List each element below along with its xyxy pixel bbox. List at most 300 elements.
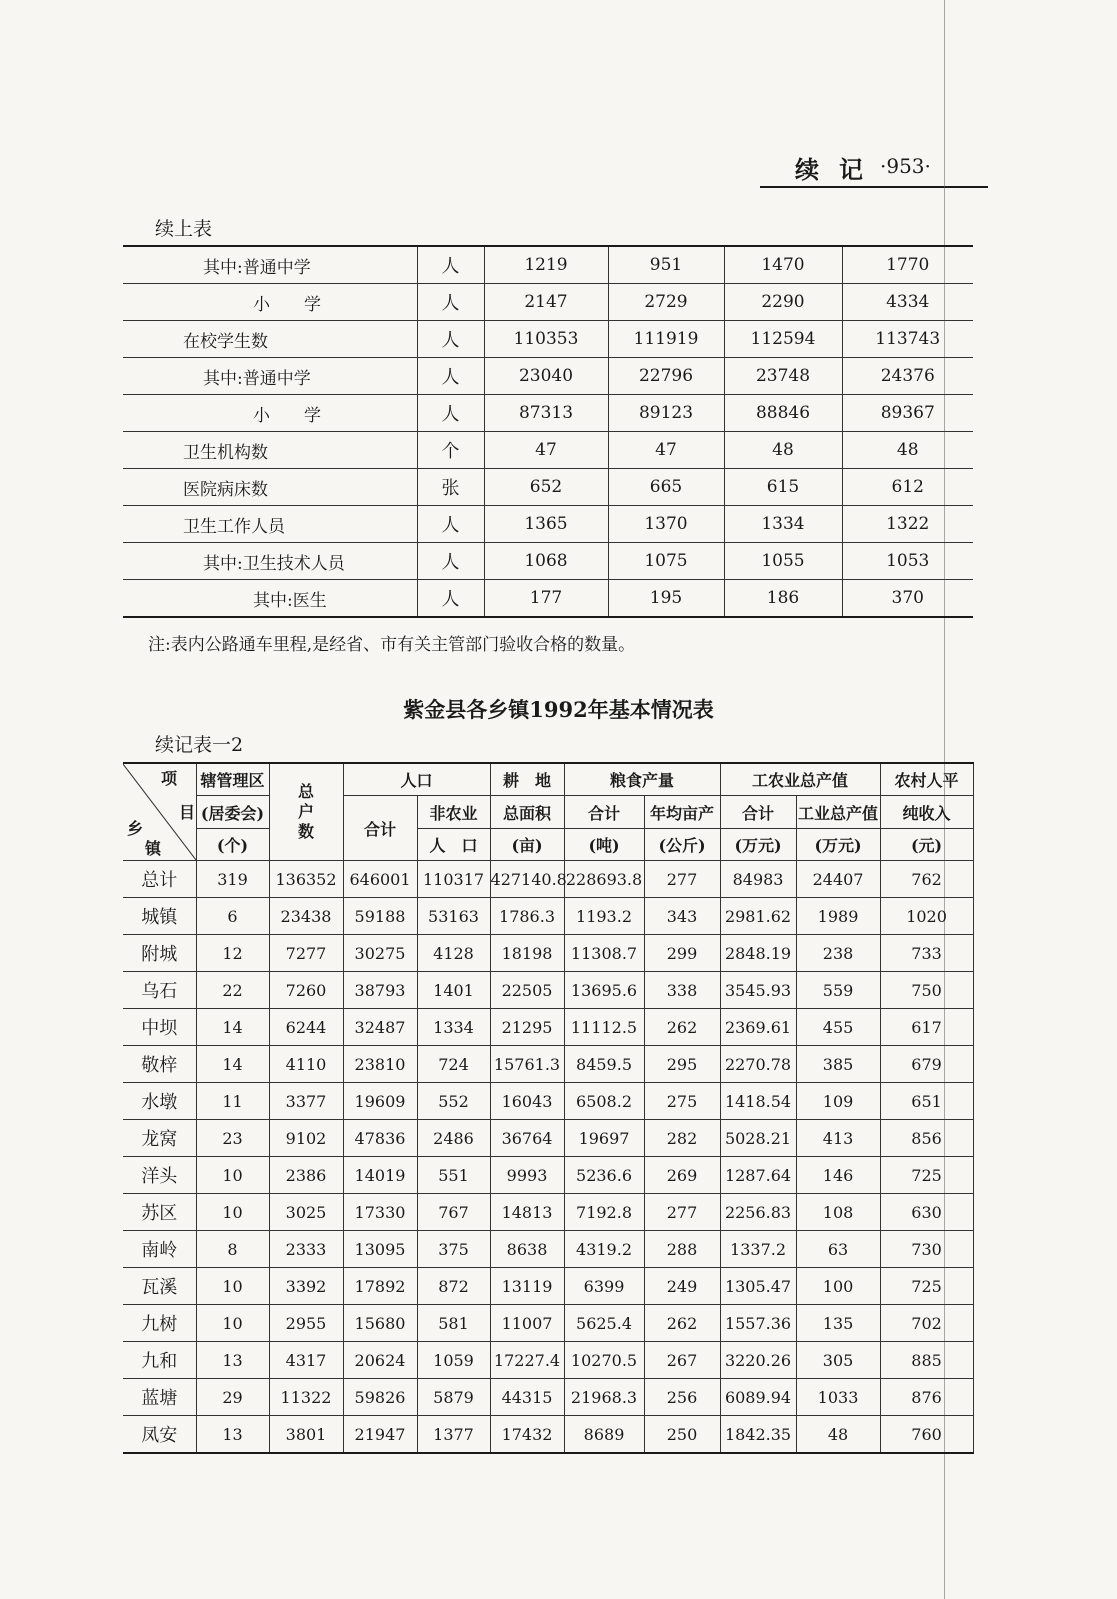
table-row	[123, 861, 973, 898]
value-cell: 47	[484, 432, 608, 469]
value-cell: 47	[608, 432, 724, 469]
value-cell: 652	[484, 469, 608, 506]
value-cell: 455	[796, 1009, 880, 1046]
township-name: 城镇	[123, 898, 196, 935]
table-row	[123, 432, 973, 469]
row-label: 其中:卫生技术人员	[123, 543, 417, 580]
header-rule	[760, 186, 988, 188]
farmland-header: 耕 地	[490, 763, 564, 796]
value-cell: 725	[880, 1268, 973, 1305]
value-cell: 89367	[842, 395, 973, 432]
value-cell: 29	[196, 1379, 269, 1416]
value-cell: 24407	[796, 861, 880, 898]
value-cell: 1557.36	[720, 1305, 796, 1342]
corner-header	[123, 763, 196, 861]
township-name: 蓝塘	[123, 1379, 196, 1416]
value-cell: 2147	[484, 284, 608, 321]
value-cell: 23810	[343, 1046, 417, 1083]
value-cell: 1842.35	[720, 1416, 796, 1454]
township-name: 中坝	[123, 1009, 196, 1046]
value-cell: 5879	[417, 1379, 490, 1416]
township-name: 南岭	[123, 1231, 196, 1268]
table-row	[123, 284, 973, 321]
grain-yield-header-1: 年均亩产	[644, 796, 720, 829]
value-cell: 53163	[417, 898, 490, 935]
value-cell: 32487	[343, 1009, 417, 1046]
township-name: 凤安	[123, 1416, 196, 1454]
row-label: 在校学生数	[123, 321, 417, 358]
unit-cell: 人	[417, 358, 484, 395]
value-cell: 256	[644, 1379, 720, 1416]
table-row	[123, 358, 973, 395]
value-cell: 23748	[724, 358, 842, 395]
pop-nonag-header-2: 人 口	[417, 829, 490, 861]
value-cell: 11007	[490, 1305, 564, 1342]
output-header: 工农业总产值	[720, 763, 880, 796]
value-cell: 109	[796, 1083, 880, 1120]
value-cell: 59826	[343, 1379, 417, 1416]
value-cell: 750	[880, 972, 973, 1009]
unit-cell: 人	[417, 246, 484, 284]
value-cell: 110353	[484, 321, 608, 358]
grain-total-header-1: 合计	[564, 796, 644, 829]
value-cell: 288	[644, 1231, 720, 1268]
township-name: 苏区	[123, 1194, 196, 1231]
value-cell: 17892	[343, 1268, 417, 1305]
value-cell: 2270.78	[720, 1046, 796, 1083]
value-cell: 6399	[564, 1268, 644, 1305]
value-cell: 13695.6	[564, 972, 644, 1009]
table-row	[123, 469, 973, 506]
value-cell: 4334	[842, 284, 973, 321]
value-cell: 19697	[564, 1120, 644, 1157]
value-cell: 21968.3	[564, 1379, 644, 1416]
output-total-header-1: 合计	[720, 796, 796, 829]
value-cell: 3392	[269, 1268, 343, 1305]
value-cell: 87313	[484, 395, 608, 432]
unit-cell: 人	[417, 321, 484, 358]
value-cell: 1033	[796, 1379, 880, 1416]
value-cell: 1287.64	[720, 1157, 796, 1194]
value-cell: 195	[608, 580, 724, 618]
value-cell: 6508.2	[564, 1083, 644, 1120]
value-cell: 2290	[724, 284, 842, 321]
table-row	[123, 543, 973, 580]
township-name: 九和	[123, 1342, 196, 1379]
value-cell: 11	[196, 1083, 269, 1120]
value-cell: 343	[644, 898, 720, 935]
value-cell: 1334	[724, 506, 842, 543]
value-cell: 267	[644, 1342, 720, 1379]
value-cell: 249	[644, 1268, 720, 1305]
value-cell: 295	[644, 1046, 720, 1083]
value-cell: 552	[417, 1083, 490, 1120]
table-row	[123, 1157, 973, 1194]
value-cell: 299	[644, 935, 720, 972]
value-cell: 5236.6	[564, 1157, 644, 1194]
township-name: 水墩	[123, 1083, 196, 1120]
table-row	[123, 1416, 973, 1454]
value-cell: 551	[417, 1157, 490, 1194]
row-label: 卫生机构数	[123, 432, 417, 469]
value-cell: 23	[196, 1120, 269, 1157]
value-cell: 885	[880, 1342, 973, 1379]
township-name: 乌石	[123, 972, 196, 1009]
row-label: 其中:医生	[253, 590, 327, 611]
value-cell: 11112.5	[564, 1009, 644, 1046]
value-cell: 1068	[484, 543, 608, 580]
table2-caption: 续记表一2	[155, 734, 244, 756]
township-name: 瓦溪	[123, 1268, 196, 1305]
value-cell: 725	[880, 1157, 973, 1194]
value-cell: 38793	[343, 972, 417, 1009]
value-cell: 6089.94	[720, 1379, 796, 1416]
value-cell: 3545.93	[720, 972, 796, 1009]
value-cell: 1786.3	[490, 898, 564, 935]
unit-cell: 人	[417, 395, 484, 432]
value-cell: 651	[880, 1083, 973, 1120]
table-row	[123, 1305, 973, 1342]
row-label: 其中:普通中学	[123, 358, 417, 395]
table-row	[123, 395, 973, 432]
value-cell: 8638	[490, 1231, 564, 1268]
value-cell: 951	[608, 246, 724, 284]
table-row	[123, 1009, 973, 1046]
value-cell: 4317	[269, 1342, 343, 1379]
value-cell: 11322	[269, 1379, 343, 1416]
value-cell: 282	[644, 1120, 720, 1157]
township-basic-stats-table	[123, 762, 974, 1454]
value-cell: 108	[796, 1194, 880, 1231]
value-cell: 13	[196, 1416, 269, 1454]
value-cell: 44315	[490, 1379, 564, 1416]
table1-note: 注:表内公路通车里程,是经省、市有关主管部门验收合格的数量。	[148, 635, 636, 655]
value-cell: 876	[880, 1379, 973, 1416]
value-cell: 305	[796, 1342, 880, 1379]
value-cell: 17432	[490, 1416, 564, 1454]
value-cell: 63	[796, 1231, 880, 1268]
value-cell: 730	[880, 1231, 973, 1268]
value-cell: 3220.26	[720, 1342, 796, 1379]
table-row	[123, 321, 973, 358]
value-cell: 375	[417, 1231, 490, 1268]
value-cell: 88846	[724, 395, 842, 432]
value-cell: 615	[724, 469, 842, 506]
table-row	[123, 1231, 973, 1268]
value-cell: 762	[880, 861, 973, 898]
table2-title: 紫金县各乡镇1992年基本情况表	[403, 697, 714, 722]
value-cell: 11308.7	[564, 935, 644, 972]
value-cell: 13119	[490, 1268, 564, 1305]
continued-stats-table	[123, 245, 973, 618]
value-cell: 112594	[724, 321, 842, 358]
table-row	[123, 1120, 973, 1157]
output-ind-header-1: 工业总产值	[796, 796, 880, 829]
corner-left-label: 乡	[127, 819, 144, 838]
unit-cell: 人	[417, 284, 484, 321]
value-cell: 14019	[343, 1157, 417, 1194]
value-cell: 30275	[343, 935, 417, 972]
value-cell: 48	[796, 1416, 880, 1454]
grain-yield-header-2: (公斤)	[644, 829, 720, 861]
table1-caption: 续上表	[155, 218, 213, 240]
table-row	[123, 1342, 973, 1379]
households-header: 总户数	[269, 763, 343, 861]
value-cell: 385	[796, 1046, 880, 1083]
income-header-3: (元)	[880, 829, 973, 861]
value-cell: 10270.5	[564, 1342, 644, 1379]
value-cell: 89123	[608, 395, 724, 432]
value-cell: 17227.4	[490, 1342, 564, 1379]
value-cell: 48	[724, 432, 842, 469]
value-cell: 1059	[417, 1342, 490, 1379]
farmland-area-header-2: (亩)	[490, 829, 564, 861]
value-cell: 36764	[490, 1120, 564, 1157]
township-name: 九树	[123, 1305, 196, 1342]
value-cell: 370	[842, 580, 973, 618]
value-cell: 275	[644, 1083, 720, 1120]
value-cell: 1401	[417, 972, 490, 1009]
value-cell: 4319.2	[564, 1231, 644, 1268]
value-cell: 269	[644, 1157, 720, 1194]
row-label: 医院病床数	[123, 469, 417, 506]
value-cell: 2848.19	[720, 935, 796, 972]
pop-nonag-header-1: 非农业	[417, 796, 490, 829]
value-cell: 100	[796, 1268, 880, 1305]
value-cell: 559	[796, 972, 880, 1009]
value-cell: 338	[644, 972, 720, 1009]
table-row	[123, 972, 973, 1009]
value-cell: 630	[880, 1194, 973, 1231]
value-cell: 7277	[269, 935, 343, 972]
value-cell: 2729	[608, 284, 724, 321]
value-cell: 1470	[724, 246, 842, 284]
value-cell: 1365	[484, 506, 608, 543]
value-cell: 262	[644, 1009, 720, 1046]
value-cell: 646001	[343, 861, 417, 898]
value-cell: 5028.21	[720, 1120, 796, 1157]
township-name: 洋头	[123, 1157, 196, 1194]
table-row	[123, 506, 973, 543]
value-cell: 1989	[796, 898, 880, 935]
value-cell: 12	[196, 935, 269, 972]
row-label: 卫生工作人员	[123, 506, 417, 543]
unit-cell: 个	[417, 432, 484, 469]
page-header-title: 续记	[795, 155, 883, 184]
value-cell: 4128	[417, 935, 490, 972]
value-cell: 6	[196, 898, 269, 935]
value-cell: 177	[484, 580, 608, 618]
value-cell: 1334	[417, 1009, 490, 1046]
farmland-area-header-1: 总面积	[490, 796, 564, 829]
value-cell: 8459.5	[564, 1046, 644, 1083]
value-cell: 186	[724, 580, 842, 618]
value-cell: 724	[417, 1046, 490, 1083]
value-cell: 8689	[564, 1416, 644, 1454]
corner-top-label: 项	[161, 769, 178, 788]
value-cell: 2955	[269, 1305, 343, 1342]
value-cell: 7192.8	[564, 1194, 644, 1231]
value-cell: 10	[196, 1268, 269, 1305]
value-cell: 617	[880, 1009, 973, 1046]
output-total-header-2: (万元)	[720, 829, 796, 861]
table-row	[123, 1379, 973, 1416]
corner-bottom-label: 镇	[145, 839, 162, 858]
value-cell: 679	[880, 1046, 973, 1083]
value-cell: 18198	[490, 935, 564, 972]
table-row	[123, 246, 973, 284]
value-cell: 15761.3	[490, 1046, 564, 1083]
table-row	[123, 1083, 973, 1120]
value-cell: 319	[196, 861, 269, 898]
value-cell: 238	[796, 935, 880, 972]
value-cell: 146	[796, 1157, 880, 1194]
value-cell: 733	[880, 935, 973, 972]
value-cell: 136352	[269, 861, 343, 898]
value-cell: 2256.83	[720, 1194, 796, 1231]
districts-header-2: (居委会)	[196, 796, 269, 829]
value-cell: 1020	[880, 898, 973, 935]
value-cell: 1193.2	[564, 898, 644, 935]
value-cell: 767	[417, 1194, 490, 1231]
value-cell: 14	[196, 1046, 269, 1083]
value-cell: 702	[880, 1305, 973, 1342]
value-cell: 23438	[269, 898, 343, 935]
value-cell: 135	[796, 1305, 880, 1342]
value-cell: 22796	[608, 358, 724, 395]
value-cell: 21947	[343, 1416, 417, 1454]
value-cell: 2333	[269, 1231, 343, 1268]
value-cell: 1075	[608, 543, 724, 580]
value-cell: 9993	[490, 1157, 564, 1194]
value-cell: 84983	[720, 861, 796, 898]
unit-cell: 张	[417, 469, 484, 506]
value-cell: 2981.62	[720, 898, 796, 935]
value-cell: 3801	[269, 1416, 343, 1454]
value-cell: 9102	[269, 1120, 343, 1157]
value-cell: 872	[417, 1268, 490, 1305]
township-name: 敬梓	[123, 1046, 196, 1083]
value-cell: 5625.4	[564, 1305, 644, 1342]
value-cell: 6244	[269, 1009, 343, 1046]
value-cell: 22	[196, 972, 269, 1009]
grain-total-header-2: (吨)	[564, 829, 644, 861]
income-header-1: 农村人平	[880, 763, 973, 796]
table-row	[123, 1046, 973, 1083]
value-cell: 13095	[343, 1231, 417, 1268]
value-cell: 1053	[842, 543, 973, 580]
value-cell: 1418.54	[720, 1083, 796, 1120]
township-name: 附城	[123, 935, 196, 972]
value-cell: 23040	[484, 358, 608, 395]
value-cell: 760	[880, 1416, 973, 1454]
value-cell: 10	[196, 1194, 269, 1231]
districts-header-3: (个)	[196, 829, 269, 861]
value-cell: 262	[644, 1305, 720, 1342]
income-header-2: 纯收入	[880, 796, 973, 829]
grain-header: 粮食产量	[564, 763, 720, 796]
value-cell: 1377	[417, 1416, 490, 1454]
table-row	[123, 935, 973, 972]
value-cell: 111919	[608, 321, 724, 358]
value-cell: 8	[196, 1231, 269, 1268]
unit-cell: 人	[417, 543, 484, 580]
value-cell: 20624	[343, 1342, 417, 1379]
value-cell: 3025	[269, 1194, 343, 1231]
value-cell: 427140.8	[490, 861, 564, 898]
value-cell: 7260	[269, 972, 343, 1009]
value-cell: 22505	[490, 972, 564, 1009]
value-cell: 47836	[343, 1120, 417, 1157]
value-cell: 17330	[343, 1194, 417, 1231]
value-cell: 1337.2	[720, 1231, 796, 1268]
districts-header: 辖管理区	[196, 763, 269, 796]
value-cell: 250	[644, 1416, 720, 1454]
value-cell: 581	[417, 1305, 490, 1342]
value-cell: 1322	[842, 506, 973, 543]
value-cell: 1219	[484, 246, 608, 284]
value-cell: 665	[608, 469, 724, 506]
row-label: 小 学	[123, 395, 417, 432]
value-cell: 3377	[269, 1083, 343, 1120]
table-row	[123, 1268, 973, 1305]
row-label: 小 学	[123, 284, 417, 321]
output-ind-header-2: (万元)	[796, 829, 880, 861]
value-cell: 48	[842, 432, 973, 469]
value-cell: 1055	[724, 543, 842, 580]
value-cell: 113743	[842, 321, 973, 358]
value-cell: 10	[196, 1157, 269, 1194]
value-cell: 856	[880, 1120, 973, 1157]
township-name: 龙窝	[123, 1120, 196, 1157]
value-cell: 228693.8	[564, 861, 644, 898]
row-label: 其中:普通中学	[123, 246, 417, 284]
value-cell: 15680	[343, 1305, 417, 1342]
value-cell: 413	[796, 1120, 880, 1157]
table-row	[123, 580, 973, 618]
corner-right-label: 目	[179, 803, 196, 822]
value-cell: 612	[842, 469, 973, 506]
value-cell: 16043	[490, 1083, 564, 1120]
township-name: 总计	[123, 861, 196, 898]
value-cell: 277	[644, 861, 720, 898]
value-cell: 10	[196, 1305, 269, 1342]
value-cell: 59188	[343, 898, 417, 935]
population-header: 人口	[343, 763, 490, 796]
unit-cell: 人	[417, 580, 484, 618]
value-cell: 4110	[269, 1046, 343, 1083]
value-cell: 14	[196, 1009, 269, 1046]
value-cell: 13	[196, 1342, 269, 1379]
table-row	[123, 1194, 973, 1231]
value-cell: 2486	[417, 1120, 490, 1157]
value-cell: 24376	[842, 358, 973, 395]
value-cell: 19609	[343, 1083, 417, 1120]
value-cell: 110317	[417, 861, 490, 898]
value-cell: 21295	[490, 1009, 564, 1046]
value-cell: 2369.61	[720, 1009, 796, 1046]
value-cell: 2386	[269, 1157, 343, 1194]
table-row	[123, 898, 973, 935]
unit-cell: 人	[417, 506, 484, 543]
value-cell: 1770	[842, 246, 973, 284]
value-cell: 1370	[608, 506, 724, 543]
page-number: ·953·	[880, 154, 931, 178]
value-cell: 1305.47	[720, 1268, 796, 1305]
pop-total-header: 合计	[343, 796, 417, 861]
value-cell: 14813	[490, 1194, 564, 1231]
value-cell: 277	[644, 1194, 720, 1231]
